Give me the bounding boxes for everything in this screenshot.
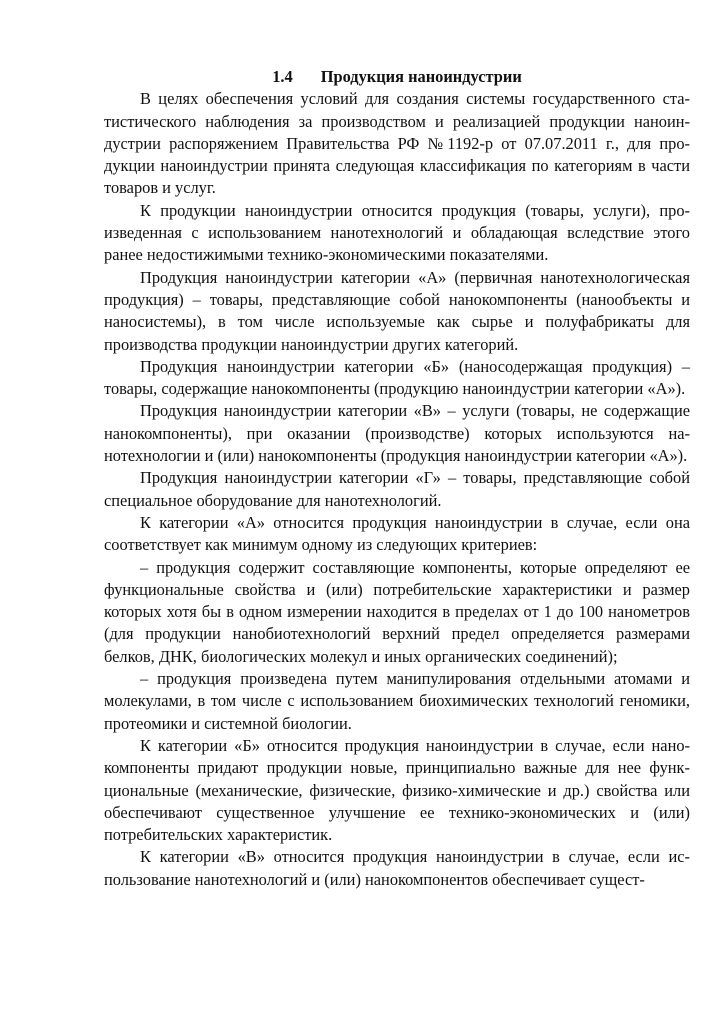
section-heading: [104, 66, 690, 88]
paragraph-6: Продукция наноиндустрии категории «Г» – товары, представляющие собой специальное оборудование для нанотехнологий.: [104, 468, 690, 510]
paragraph-4: Продукция наноиндустрии категории «Б» (наносодержащая продукция) – товары, содержащие нанокомпоненты (продукцию наноиндустрии категории «А»).: [104, 356, 690, 399]
paragraph-8: К категории «Б» относится продукция наноиндустрии в случае, если нанокомпоненты придают продукции новые, принципиально важные для нее функциональные (механические, физические, физико-химические и др.) свойства или обеспечивают существенное улучшение ее технико-экономических и (или) потребительских характеристик.: [104, 735, 690, 845]
paragraph-1: В целях обеспечения условий для создания системы государственного статистического наблюдения за производством и реализацией продукции наноиндустрии распоряжением Правительства РФ №1192-р от 07.07.2011 г., для продукции наноиндустрии принята следующая классификация по категориям в части товаров и услуг.: [104, 89, 690, 198]
paragraph-2: К продукции наноиндустрии относится продукция (товары, услуги), произведенная с использованием нанотехнологий и обладающая вследствие этого ранее недостижимыми технико-экономическими показателями.: [104, 200, 690, 265]
list-item-criterion-2: – продукция произведена путем манипулирования отдельными атомами и молекулами, в том числе с использованием биохимических технологий геномики, протеомики и системной биологии.: [104, 669, 690, 733]
section-number: 1.4: [272, 67, 293, 86]
paragraph-5: Продукция наноиндустрии категории «В» – услуги (товары, не содержащие нанокомпоненты), при оказании (производстве) которых используются нанотехнологии и (или) нанокомпоненты (продукция наноиндустрии категории «А»).: [104, 401, 690, 466]
section-title: Продукция наноиндустрии: [320, 67, 522, 86]
paragraph-7: К категории «А» относится продукция наноиндустрии в случае, если она соответствует как минимум одному из следующих критериев:: [104, 512, 690, 555]
paragraph-9: К категории «В» относится продукция наноиндустрии в случае, если использование нанотехнологий и (или) нанокомпонентов обеспечивает сущест-: [104, 847, 690, 889]
list-item-criterion-1: – продукция содержит составляющие компоненты, которые определяют ее функциональные свойства и (или) потребительские характеристики и размер которых хотя бы в одном измерении находится в пределах от 1 до 100 нанометров (для продукции нанобиотехнологий верхний предел определяется размерами белков, ДНК, биологических молекул и иных органических соединений);: [104, 557, 690, 666]
paragraph-3: Продукция наноиндустрии категории «А» (первичная нанотехнологическая продукция) – товары, представляющие собой нанокомпоненты (нанообъекты и наносистемы), в том числе используемые как сырье и полуфабрикаты для производства продукции наноиндустрии других категорий.: [104, 267, 690, 354]
document-page: [104, 66, 690, 891]
